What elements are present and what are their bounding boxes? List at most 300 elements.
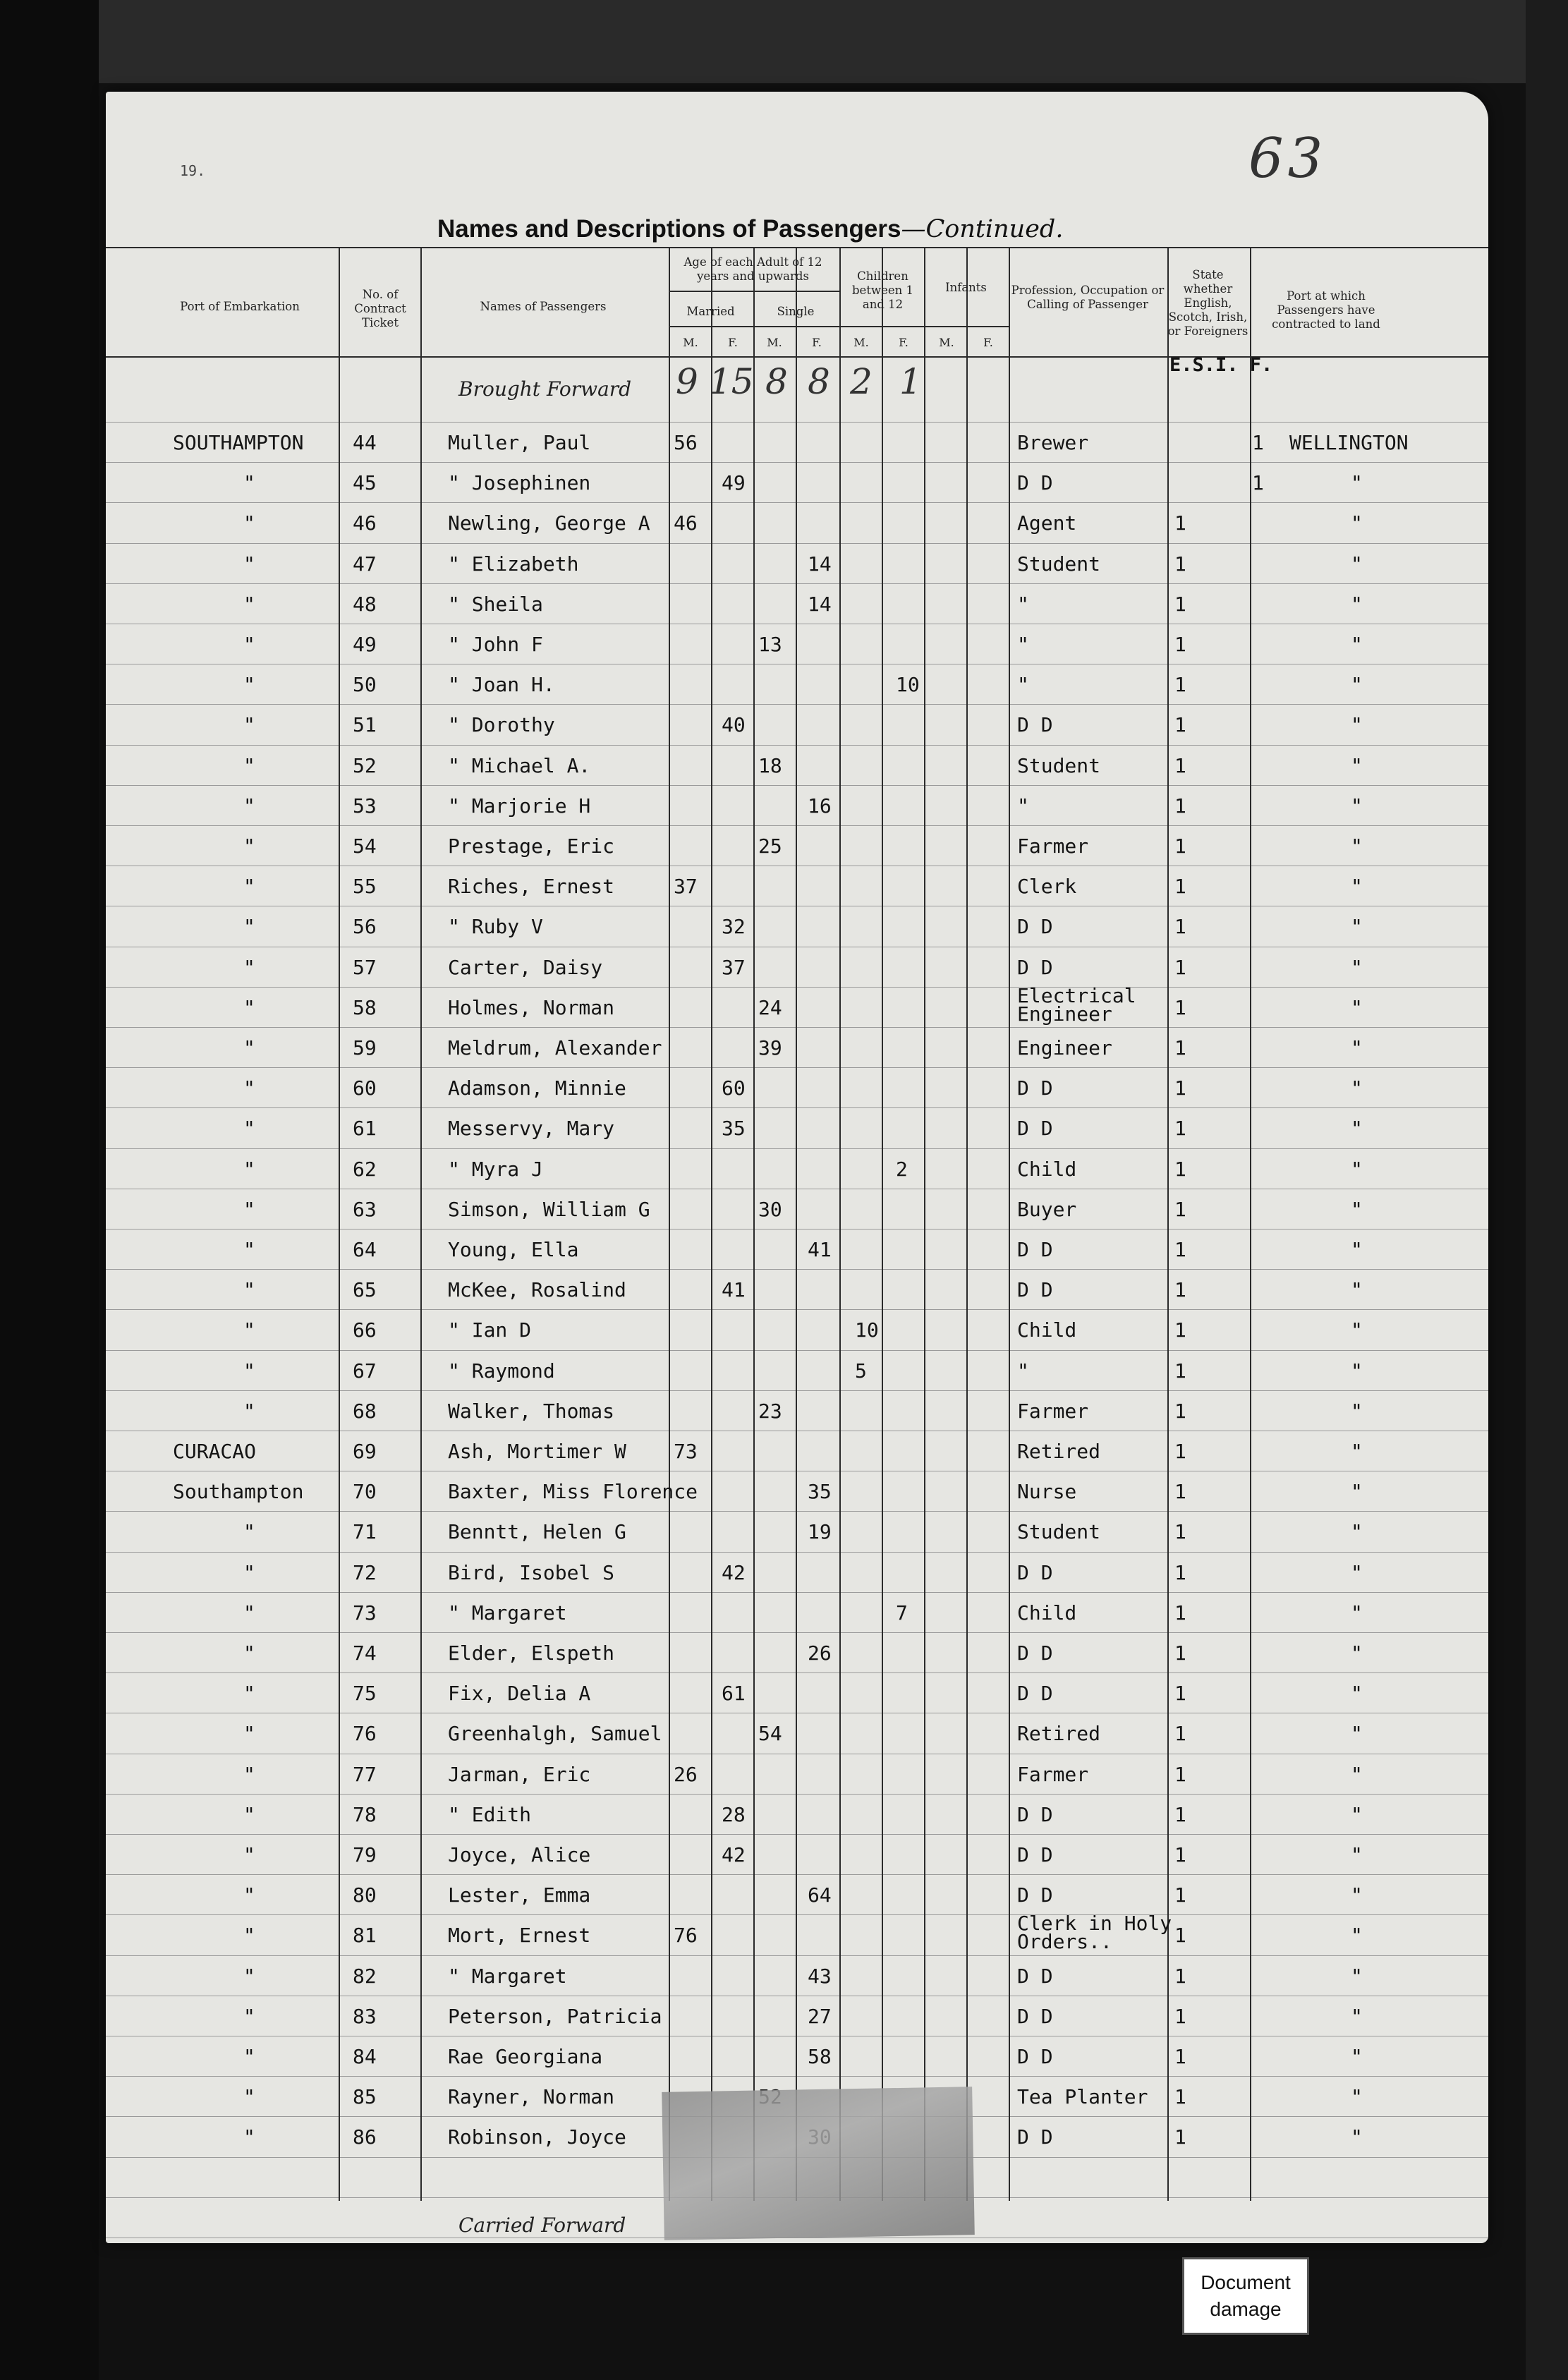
cell-destination: " [1351,1117,1363,1140]
cell-nationality-english: 1 [1174,1843,1186,1866]
cell-passenger-name: " Ruby V [448,915,543,938]
cell-passenger-name: " Raymond [448,1359,555,1383]
cell-port: " [243,673,255,696]
cell-destination: " [1351,1440,1363,1463]
cell-nationality-english: 1 [1174,1198,1186,1221]
cell-passenger-name: McKee, Rosalind [448,1278,626,1301]
cell-age-single-m: 23 [758,1400,782,1423]
cell-port: " [243,1158,255,1181]
cell-nationality-english: 1 [1174,2045,1186,2068]
page-title [437,215,1063,243]
cell-ticket: 82 [353,1965,377,1988]
tape-damage-patch [662,2087,975,2240]
cell-age-single-f: 19 [808,1520,832,1543]
cell-age-single-m: 30 [758,1198,782,1221]
cell-profession: " [1017,633,1029,656]
cell-passenger-name: " John F [448,633,543,656]
cell-nationality-english: 1 [1174,996,1186,1019]
cell-ticket: 46 [353,511,377,535]
cell-age-single-f: 14 [808,552,832,576]
cell-profession: " [1017,673,1029,696]
cell-age-single-f: 58 [808,2045,832,2068]
cell-child-f: 2 [896,1158,908,1181]
cell-destination: " [1351,1682,1363,1705]
cell-age-married-f: 42 [722,1843,746,1866]
ruled-line [106,825,1488,826]
cell-ticket: 63 [353,1198,377,1221]
column-rule [669,247,670,2201]
cell-passenger-name: Baxter, Miss Florence [448,1480,698,1503]
cell-destination: " [1351,794,1363,818]
cell-port: " [243,1520,255,1543]
cell-passenger-name: Prestage, Eric [448,834,615,858]
ruled-line [106,583,1488,584]
column-rule [339,247,340,2201]
header-single-m: M. [767,336,782,349]
cell-ticket: 55 [353,875,377,898]
page-title-main: Names and Descriptions of Passengers [437,215,901,243]
ruled-line [106,2076,1488,2077]
cell-age-single-f: 64 [808,1883,832,1907]
header-ticket: No. of Contract Ticket [354,288,406,329]
cell-passenger-name: " Sheila [448,593,543,616]
cell-port: " [243,2045,255,2068]
cell-profession: D D [1017,956,1053,979]
cell-passenger-name: Newling, George A [448,511,650,535]
column-rule [1167,247,1169,2201]
cell-port: " [243,1117,255,1140]
cell-destination: " [1351,713,1363,736]
cell-destination: " [1351,1520,1363,1543]
cell-age-married-m: 76 [674,1924,698,1947]
cell-ticket: 85 [353,2085,377,2108]
cell-ticket: 68 [353,1400,377,1423]
cell-ticket: 74 [353,1641,377,1665]
cell-destination: " [1351,1924,1363,1947]
cell-ticket: 83 [353,2005,377,2028]
cell-destination: " [1351,673,1363,696]
cell-passenger-name: " Michael A. [448,754,591,777]
cell-profession: Retired [1017,1440,1101,1463]
ruled-line [106,1390,1488,1391]
nationality-codes: E.S.I. F. [1169,354,1273,376]
cell-age-married-m: 46 [674,511,698,535]
cell-age-single-m: 54 [758,1722,782,1745]
column-rule [882,247,883,2201]
column-rule [966,247,968,2201]
cell-age-single-f: 26 [808,1641,832,1665]
header-infants-f: F. [983,336,993,349]
ruled-line [106,1632,1488,1633]
header-infants-m: M. [939,336,954,349]
header-profession: Profession, Occupation or Calling of Passenger [1011,284,1165,311]
cell-profession: " [1017,593,1029,616]
cell-destination: " [1351,2005,1363,2028]
age-group-rule [670,291,839,292]
cell-profession: D D [1017,1843,1053,1866]
cell-child-f: 10 [896,673,920,696]
cell-destination: " [1351,2045,1363,2068]
cell-ticket: 62 [353,1158,377,1181]
cell-destination: " [1351,1763,1363,1786]
header-age-group: Age of each Adult of 12 years and upwards [683,255,822,283]
cell-ticket: 48 [353,593,377,616]
cell-port: " [243,834,255,858]
cell-nationality-english: 1 [1174,1318,1186,1342]
cell-profession: Brewer [1017,431,1089,454]
cell-port: " [243,996,255,1019]
cell-port: " [243,875,255,898]
document-damage-note [1182,2257,1309,2335]
cell-ticket: 49 [353,633,377,656]
cell-passenger-name: " Ian D [448,1318,532,1342]
cell-destination: " [1351,996,1363,1019]
cell-passenger-name: Meldrum, Alexander [448,1036,662,1060]
cell-passenger-name: Young, Ella [448,1238,579,1261]
cell-ticket: 79 [353,1843,377,1866]
cell-ticket: 57 [353,956,377,979]
cell-passenger-name: Carter, Daisy [448,956,603,979]
cell-ticket: 81 [353,1924,377,1947]
cell-nationality-english: 1 [1174,1158,1186,1181]
cell-age-single-f: 41 [808,1238,832,1261]
cell-destination: " [1351,552,1363,576]
header-destination: Port at which Passengers have contracted to land [1272,289,1380,331]
ruled-line [106,1309,1488,1310]
cell-destination: " [1351,915,1363,938]
header-children-f: F. [899,336,908,349]
cell-port: " [243,1400,255,1423]
cell-nationality-english: 1 [1174,1036,1186,1060]
cell-port: " [243,956,255,979]
scan-background-top [99,0,1568,83]
cell-profession: Electrical Engineer [1017,984,1136,1026]
header-top-rule [106,247,1488,248]
cell-age-married-m: 73 [674,1440,698,1463]
cell-ticket: 64 [353,1238,377,1261]
cell-nationality-english: 1 [1174,956,1186,979]
cell-profession: " [1017,794,1029,818]
cell-ticket: 71 [353,1520,377,1543]
cell-profession: Clerk in Holy Orders.. [1017,1912,1172,1953]
cell-nationality-english: 1 [1174,1440,1186,1463]
cell-passenger-name: " Josephinen [448,471,591,494]
cell-ticket: 65 [353,1278,377,1301]
column-rule [1009,247,1010,2201]
cell-nationality-english: 1 [1174,1480,1186,1503]
cell-destination: " [1351,1480,1363,1503]
ruled-line [106,745,1488,746]
cell-profession: D D [1017,2005,1053,2028]
cell-profession: Clerk [1017,875,1077,898]
cell-nationality-english: 1 [1174,1238,1186,1261]
ruled-line [106,502,1488,503]
cell-nationality-english: 1 [1174,633,1186,656]
cell-destination: " [1351,511,1363,535]
cell-port: " [243,1803,255,1826]
cell-destination: " [1351,1198,1363,1221]
cell-ticket: 76 [353,1722,377,1745]
cell-port: " [243,2085,255,2108]
cell-destination: " [1351,471,1363,494]
cell-nationality-english: 1 [1174,915,1186,938]
cell-destination: " [1351,2125,1363,2149]
cell-nationality-english: 1 [1174,1722,1186,1745]
cell-ticket: 45 [353,471,377,494]
header-port: Port of Embarkation [180,300,300,313]
ruled-line [106,1067,1488,1068]
cell-destination: " [1351,834,1363,858]
page-number: 63 [1248,127,1327,190]
cell-passenger-name: Walker, Thomas [448,1400,615,1423]
cell-profession: Buyer [1017,1198,1077,1221]
ruled-line [106,1027,1488,1028]
cell-nationality-english: 1 [1174,1359,1186,1383]
cell-nationality-english: 1 [1174,1803,1186,1826]
cell-destination: " [1351,1601,1363,1625]
cell-nationality-english: 1 [1174,1076,1186,1100]
cell-ticket: 73 [353,1601,377,1625]
ruled-line [106,543,1488,544]
document-damage-line1: Document [1201,2271,1291,2293]
cell-age-single-m: 18 [758,754,782,777]
header-married-f: F. [728,336,738,349]
cell-ticket: 61 [353,1117,377,1140]
cell-port: " [243,593,255,616]
cell-age-single-m: 24 [758,996,782,1019]
cell-destination: " [1351,1076,1363,1100]
cell-profession: D D [1017,2125,1053,2149]
column-rule [753,247,755,2201]
column-rule [839,247,841,2201]
cell-nationality-english: 1 [1174,794,1186,818]
cell-ticket: 54 [353,834,377,858]
cell-destination: " [1351,1158,1363,1181]
cell-passenger-name: Adamson, Minnie [448,1076,626,1100]
cell-nationality-english: 1 [1174,1883,1186,1907]
cell-ticket: 69 [353,1440,377,1463]
cell-passenger-name: Rae Georgiana [448,2045,603,2068]
cell-nationality-english: 1 [1174,1561,1186,1584]
cell-profession: D D [1017,915,1053,938]
cell-nationality-english: 1 [1174,1965,1186,1988]
cell-destination: " [1351,633,1363,656]
ruled-line [106,1511,1488,1512]
cell-ticket: 80 [353,1883,377,1907]
cell-destination: " [1351,754,1363,777]
manifest-sheet [106,92,1488,2243]
cell-passenger-name: Mort, Ernest [448,1924,591,1947]
cell-passenger-name: Holmes, Norman [448,996,615,1019]
cell-nationality-english: 1 [1174,875,1186,898]
cell-port: " [243,1238,255,1261]
cell-nationality-english: 1 [1174,1400,1186,1423]
cell-child-f: 7 [896,1601,908,1625]
cell-port: " [243,633,255,656]
header-single: Single [777,305,815,318]
cell-profession: Agent [1017,511,1077,535]
cell-age-married-m: 26 [674,1763,698,1786]
header-single-f: F. [812,336,822,349]
cell-destination: " [1351,1400,1363,1423]
brought-forward-children-f: 1 [899,361,922,402]
cell-destination: " [1351,593,1363,616]
cell-passenger-name: Jarman, Eric [448,1763,591,1786]
header-children: Children between 1 and 12 [852,269,913,311]
cell-port: " [243,471,255,494]
ruled-line [106,785,1488,786]
cell-passenger-name: Bird, Isobel S [448,1561,615,1584]
scan-background-right [1526,0,1568,2380]
header-children-m: M. [853,336,869,349]
cell-ticket: 86 [353,2125,377,2149]
cell-passenger-name: Simson, William G [448,1198,650,1221]
cell-nationality-english: 1 [1174,834,1186,858]
cell-child-m: 5 [855,1359,867,1383]
cell-destination: " [1351,1722,1363,1745]
cell-profession: Tea Planter [1017,2085,1148,2108]
cell-profession: Retired [1017,1722,1101,1745]
document-damage-line2: damage [1210,2298,1282,2320]
cell-passenger-name: " Margaret [448,1965,567,1988]
ruled-line [106,1834,1488,1835]
column-rule [711,247,712,2201]
ruled-line [106,1592,1488,1593]
cell-passenger-name: Elder, Elspeth [448,1641,615,1665]
brought-forward-label: Brought Forward [458,377,632,401]
column-rule [420,247,422,2201]
cell-profession: Student [1017,1520,1101,1543]
cell-profession: Farmer [1017,1400,1089,1423]
brought-forward-children-m: 2 [850,361,873,402]
cell-child-m: 10 [855,1318,879,1342]
cell-age-married-f: 40 [722,713,746,736]
cell-age-single-f: 14 [808,593,832,616]
cell-ticket: 52 [353,754,377,777]
cell-nationality-english: 1 [1174,1682,1186,1705]
cell-passenger-name: " Elizabeth [448,552,579,576]
cell-destination: " [1351,1965,1363,1988]
cell-port: " [243,1641,255,1665]
cell-destination: " [1351,1036,1363,1060]
cell-port: " [243,1883,255,1907]
cell-age-married-f: 49 [722,471,746,494]
column-rule [1250,247,1251,2201]
cell-nationality-foreign: 1 [1252,471,1264,494]
cell-profession: D D [1017,1561,1053,1584]
cell-profession: D D [1017,1965,1053,1988]
cell-destination: " [1351,875,1363,898]
cell-passenger-name: Muller, Paul [448,431,591,454]
cell-profession: D D [1017,471,1053,494]
cell-passenger-name: Joyce, Alice [448,1843,591,1866]
cell-port: SOUTHAMPTON [173,431,304,454]
cell-profession: Student [1017,552,1101,576]
cell-profession: Farmer [1017,834,1089,858]
cell-nationality-english: 1 [1174,713,1186,736]
cell-port: " [243,1763,255,1786]
cell-port: " [243,1318,255,1342]
cell-ticket: 67 [353,1359,377,1383]
cell-passenger-name: " Edith [448,1803,532,1826]
cell-age-married-f: 60 [722,1076,746,1100]
cell-passenger-name: Lester, Emma [448,1883,591,1907]
cell-port: CURACAO [173,1440,257,1463]
cell-ticket: 78 [353,1803,377,1826]
cell-nationality-english: 1 [1174,1763,1186,1786]
cell-nationality-english: 1 [1174,1278,1186,1301]
cell-profession: D D [1017,1117,1053,1140]
cell-destination: " [1351,1843,1363,1866]
cell-age-single-f: 43 [808,1965,832,1988]
cell-port: " [243,511,255,535]
cell-destination: " [1351,1318,1363,1342]
cell-port: " [243,2005,255,2028]
brought-forward-married-m: 9 [676,361,698,402]
cell-age-single-f: 35 [808,1480,832,1503]
header-married-m: M. [683,336,698,349]
cell-age-single-m: 39 [758,1036,782,1060]
cell-nationality-english: 1 [1174,2005,1186,2028]
cell-destination: " [1351,2085,1363,2108]
cell-destination: " [1351,1641,1363,1665]
ruled-line [106,1229,1488,1230]
cell-nationality-english: 1 [1174,1520,1186,1543]
cell-profession: Child [1017,1158,1077,1181]
cell-profession: D D [1017,2045,1053,2068]
cell-ticket: 75 [353,1682,377,1705]
cell-passenger-name: " Dorothy [448,713,555,736]
ruled-line [106,1874,1488,1875]
ruled-line [106,1552,1488,1553]
cell-port: " [243,1076,255,1100]
cell-profession: Child [1017,1318,1077,1342]
cell-passenger-name: " Marjorie H [448,794,591,818]
cell-ticket: 77 [353,1763,377,1786]
header-married: Married [686,305,735,318]
cell-nationality-english: 1 [1174,593,1186,616]
cell-age-married-f: 42 [722,1561,746,1584]
cell-passenger-name: " Myra J [448,1158,543,1181]
cell-passenger-name: " Margaret [448,1601,567,1625]
cell-profession: D D [1017,713,1053,736]
cell-port: " [243,1359,255,1383]
cell-profession: Farmer [1017,1763,1089,1786]
ruled-line [106,1107,1488,1108]
cell-age-married-f: 37 [722,956,746,979]
cell-nationality-english: 1 [1174,2085,1186,2108]
ruled-line [106,422,1488,423]
cell-port: " [243,1601,255,1625]
cell-age-married-f: 28 [722,1803,746,1826]
cell-profession: D D [1017,1641,1053,1665]
cell-port: " [243,1722,255,1745]
cell-port: Southampton [173,1480,304,1503]
cell-port: " [243,1843,255,1866]
cell-port: " [243,915,255,938]
header-bottom-rule [106,356,1488,358]
cell-destination: " [1351,1883,1363,1907]
brought-forward-single-m: 8 [765,361,788,402]
cell-ticket: 72 [353,1561,377,1584]
cell-age-married-f: 32 [722,915,746,938]
cell-ticket: 51 [353,713,377,736]
cell-passenger-name: Riches, Ernest [448,875,615,898]
cell-profession: D D [1017,1803,1053,1826]
cell-ticket: 53 [353,794,377,818]
cell-profession: D D [1017,1238,1053,1261]
ruled-line [106,987,1488,988]
